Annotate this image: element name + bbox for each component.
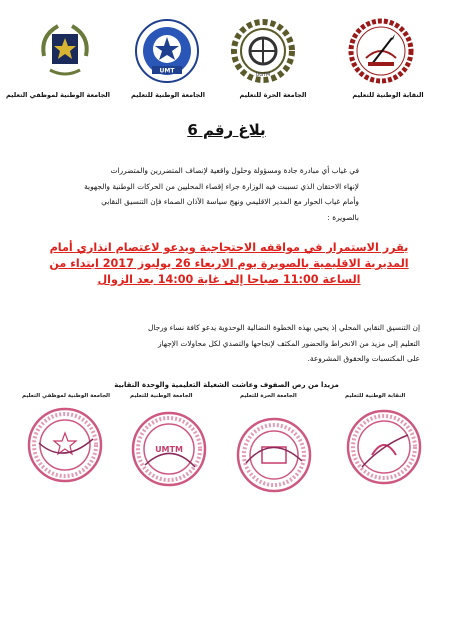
sne-logo bbox=[346, 16, 416, 86]
stamp-fle bbox=[232, 413, 316, 497]
signature-stamps bbox=[0, 393, 453, 493]
stamp-label-sne: النقابة الوطنية للتعليم bbox=[345, 393, 406, 399]
org-name-fne: الجامعة الوطنية للتعليم bbox=[131, 91, 205, 99]
highlight-line: يقرر الاستمرار في مواقفه الاحتجاجية ويدعو لاعتصام انذاري أمام bbox=[49, 241, 409, 254]
stamp-label-fnfe: الجامعة الوطنية لموظفي التعليم bbox=[22, 393, 110, 399]
closing-line: التعليم إلى مزيد من الانخراط والحضور المكثف لإنجاحها والتصدي لكل محاولات الإجهاز bbox=[157, 338, 420, 348]
intro-line: في غياب أي مبادرة جادة ومسؤولة وحلول واقعية لإنصاف المتضررين والمتضررات bbox=[110, 166, 359, 175]
stamp-umt-text: UMTM bbox=[155, 445, 183, 454]
stamp-sne bbox=[342, 405, 426, 489]
umt-logo bbox=[132, 16, 202, 86]
intro-line: لإنهاء الاحتقان الذي تسببت فيه الوزارة جراء إقصاء المحليين من الحركات الوطنية والجهوية bbox=[84, 181, 359, 191]
org-name-fle: الجامعة الحرة للتعليم bbox=[239, 91, 307, 99]
org-names-row bbox=[0, 91, 453, 103]
stamp-label-fle: الجامعة الحرة للتعليم bbox=[240, 393, 297, 399]
communique-title-text: بلاغ رقم 6 bbox=[187, 121, 266, 139]
stamp-fnfe bbox=[23, 403, 107, 487]
highlight-line: المديرية الاقليمية بالصويرة يوم الاربعاء 26 يوليوز 2017 ابتداء من bbox=[49, 257, 409, 270]
umt-logo-text: UMT bbox=[159, 67, 175, 75]
fle-logo-text: UGTM bbox=[255, 72, 271, 78]
stamp-label-fne: الجامعة الوطنية للتعليم bbox=[130, 393, 193, 399]
fnfe-logo bbox=[30, 16, 100, 86]
communique-title bbox=[0, 121, 453, 139]
stamp-fne bbox=[127, 407, 211, 491]
decision-highlight bbox=[30, 240, 428, 288]
closing-line: إن التنسيق النقابي المحلي إذ يحيي بهذه الخطوة النضالية الوحدوية يدعو كافة نساء ورجال bbox=[147, 323, 420, 332]
slogan: مزيدا من رص الصفوف وعاشت الشغيلة التعليمية والوحدة النقابية bbox=[114, 381, 339, 389]
org-name-fnfe: الجامعة الوطنية لموظفي التعليم bbox=[6, 91, 110, 99]
intro-line: بالصويرة : bbox=[327, 212, 359, 222]
intro-paragraph bbox=[29, 163, 359, 225]
header-logos bbox=[0, 16, 453, 86]
closing-paragraph bbox=[28, 320, 420, 367]
highlight-line: الساعة 11:00 صباحا إلى غاية 14:00 بعد الزوال bbox=[97, 273, 361, 286]
closing-line: على المكتسبات والحقوق المشروعة. bbox=[307, 354, 420, 363]
intro-line: وأمام غياب الحوار مع المدير الاقليمي ونهج سياسة الآذان الصماء فإن التنسيق النقابي bbox=[101, 197, 359, 206]
fle-logo bbox=[228, 16, 298, 86]
org-name-sne: النقابة الوطنية للتعليم bbox=[352, 91, 424, 99]
